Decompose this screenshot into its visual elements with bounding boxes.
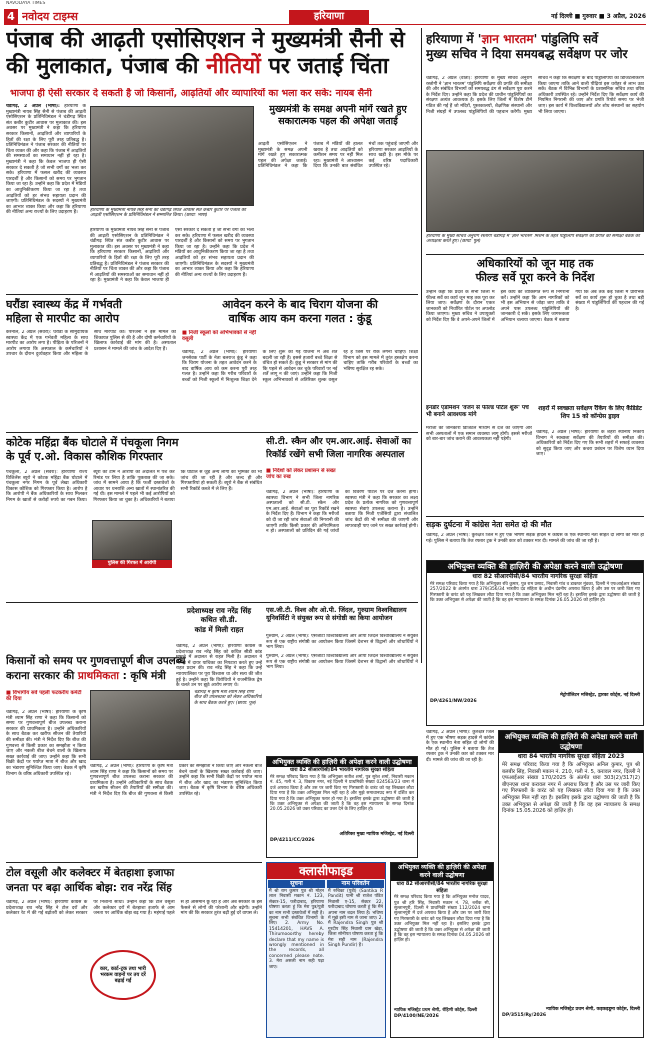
road-body: चंडीगढ़, 2 अप्रैल (भाषा): कुरुक्षेत्र जिले में हुए एक भीषण सड़क हादसे में कांग्रेस के एक स्थानीय नेता सहित दो लोगों की मौत हो गई। पुलिस ने बताया कि तेज रफ्तार ट्रक ने उनकी कार को टक्कर मार दी। मामले की जांच की जा रही है। bbox=[426, 533, 644, 544]
legal-notice-sub: धारा 82 सीआरपीसी/84 भारतीय नागरिक सुरक्षा संहिता bbox=[472, 573, 598, 580]
lead-headline-line1: पंजाब की आढ़ती एसोसिएशन ने मुख्यमंत्री सैनी से bbox=[6, 28, 405, 53]
page-number: 4 bbox=[4, 9, 18, 24]
gyan-headline-line2: मुख्य सचिव ने दिया समयबद्ध सर्वेक्षण पर जोर bbox=[426, 47, 628, 61]
kotak-photo-caption: पुलिस की गिरफ्त में आरोपी bbox=[92, 560, 172, 568]
lead-photo bbox=[90, 106, 254, 206]
kotak-photo bbox=[92, 520, 172, 560]
lead-body: चंडीगढ़, 2 अप्रैल (भाषा): हरियाणा के मुख्यमंत्री नायब सिंह सैनी से पंजाब की आढ़ती एसोसिएशन के प्रतिनिधिमंडल ने चंडीगढ़ स्थित संत कबीर कुटीर आवास पर मुलाकात की। इस अवसर पर मुख्यमंत्री ने कहा कि हरियाणा सरकार किसानों, आढ़तियों और व्यापारियों के हितों की रक्षा के लिए पूरी तरह प्रतिबद्ध है। प्रतिनिधिमंडल ने पंजाब सरकार की नीतियों पर चिंता व्यक्त की और कहा कि पंजाब में आढ़तियों की समस्याओं का समाधान नहीं हो रहा है। मुख्यमंत्री ने कहा कि केवल भाजपा ही ऐसी सरकार दे सकती है जो सभी वर्गों का भला कर सके। हरियाणा में फसल खरीद की व्यवस्था पारदर्शी है और किसानों को समय पर भुगतान किया जा रहा है। उन्होंने कहा कि प्रदेश में मंडियों का आधुनिकीकरण किया जा रहा है तथा आढ़तियों को हर संभव सहायता प्रदान की जाएगी। प्रतिनिधिमंडल के सदस्यों ने मुख्यमंत्री का आभार व्यक्त किया और कहा कि हरियाणा की नीतियां अन्य राज्यों के लिए उदाहरण हैं। bbox=[6, 104, 86, 216]
legal-notice bbox=[498, 730, 644, 1038]
seeds-body: चंडीगढ़, 2 अप्रैल (भाषा): हरियाणा के कृषि मंत्री श्याम सिंह राणा ने कहा कि किसानों को समय पर गुणवत्तापूर्ण बीज उपलब्ध कराना सरकार की प्राथमिकता है। उन्होंने अधिकारियों के साथ बैठक कर खरीफ सीजन की तैयारियों की समीक्षा की। मंत्री ने निर्देश दिए कि बीज की गुणवत्ता से किसी प्रकार का समझौता न किया जाए और नकली बीज बेचने वालों के खिलाफ सख्त कार्रवाई की जाए। उन्होंने कहा कि सभी बिक्री केंद्रों पर पर्याप्त मात्रा में बीज और खाद का भंडारण सुनिश्चित किया जाए। बैठक में कृषि विभाग के वरिष्ठ अधिकारी उपस्थित रहे। bbox=[6, 710, 86, 777]
road-body-continued: चंडीगढ़, 2 अप्रैल (भाषा): कुरुक्षेत्र जिले में हुए एक भीषण सड़क हादसे में कांग्रेस के एक स्थानीय नेता सहित दो लोगों की मौत हो गई। पुलिस ने बताया कि तेज रफ्तार ट्रक ने उनकी कार को टक्कर मार दी। मामले की जांच की जा रही है। bbox=[426, 730, 494, 763]
classifieds-title: क्लासीफाइड bbox=[267, 863, 385, 879]
divider bbox=[6, 432, 418, 433]
gyan-photo-caption: हरियाणा के मुख्य सचिव अनुराग रस्तोगी चंडीगढ़ में 'ज्ञान भारतम' मिशन के तहत पांडुलिपि सर्वेक्षण की प्रगति की समीक्षा बैठक की अध्यक्षता करते हुए। (छाया: पूल) bbox=[426, 234, 640, 245]
classifieds-col1-text: मैं श्री राम कुमार पुत्र श्री मोहन लाल निवासी मकान नं. 123, सेक्टर-15, फरीदाबाद, हरियाणा घोषणा करता हूं कि मेरा पुत्र/पुत्री का नाम सभी दस्तावेजों में सही है। सूचना सभी संबंधित विभागों के लिए। 2. Army No. 15414201, HAVS A. Thirumooorthy hereby declare that my name is wrongly mentioned in the records, all concerned please note. 3. मेरा असली नाम सही पढ़ा जाए। bbox=[269, 889, 324, 970]
gyan-body: चंडीगढ़, 2 अप्रैल (वार्ता): हरियाणा के मुख्य सचिव अनुराग रस्तोगी ने 'ज्ञान भारतम' पांडुलिपि सर्वेक्षण की प्रगति की समीक्षा की और संबंधित विभागों को समयबद्ध ढंग से सर्वेक्षण पूरा करने के निर्देश दिए। उन्होंने कहा कि प्रदेश की प्राचीन पांडुलिपियों का संरक्षण अत्यंत आवश्यक है। इसके लिए जिलों में विशेष टीमें गठित की गई हैं जो मंदिरों, पुस्तकालयों, शैक्षणिक संस्थानों और निजी संग्रहों में उपलब्ध पांडुलिपियों की पहचान करेंगी। मुख्य सचिव ने कहा कि सर्वेक्षण के बाद पांडुलिपियों का डिजिटलीकरण किया जाएगा ताकि आने वाली पीढ़ियां इस धरोहर से लाभ उठा सकें। बैठक में विभिन्न विभागों के प्रशासनिक सचिव तथा वरिष्ठ अधिकारी उपस्थित रहे। उन्होंने निर्देश दिए कि सर्वेक्षण कार्य की नियमित निगरानी की जाए और प्रगति रिपोर्ट समय पर भेजी जाए। इस कार्य में विश्वविद्यालयों और शोध संस्थानों का सहयोग भी लिया जाएगा। bbox=[426, 76, 644, 115]
legal-notice-footer: अतिरिक्त मुख्य न्यायिक मजिस्ट्रेट, नई दिल्ली bbox=[339, 832, 414, 837]
ghraunda-headline: घरौंडा स्वास्थ्य केंद्र में गर्भवती महिला से मारपीट का आरोप bbox=[6, 298, 122, 325]
classifieds-col2-text: मैं रुचिका (पुत्री) (Santika R Pandit) पत्नी श्री राजेश पंडित निवासी ए-15, सेक्टर 22, फरीदाबाद घोषणा करती हूं कि मैंने अपना नाम बदल लिया है। भविष्य में मुझे इसी नाम से जाना जाए। 2. मैं Rajendra Singh पुत्र श्री गुरदीप सिंह निवासी ग्राम खेड़ा, जिला सोनीपत घोषणा करता हूं कि मेरा सही नाम (Rajendra Singh Pundir) है। bbox=[328, 889, 383, 949]
legal-notice-code: DP/4261/NW/2026 bbox=[430, 699, 477, 704]
legal-notice-code: DP/4211/CC/2026 bbox=[270, 838, 315, 843]
gyan-headline: हरियाणा में 'ज्ञान भारतम' पांडुलिपि सर्वे मुख्य सचिव ने दिया समयबद्ध सर्वेक्षण पर जोर bbox=[426, 32, 646, 72]
classifieds bbox=[266, 862, 386, 1038]
ct-body: चंडीगढ़, 2 अप्रैल (भाषा): हरियाणा के स्वास्थ्य विभाग ने सभी जिला नागरिक अस्पतालों को सी.टी. स्कैन और एम.आर.आई. सेवाओं का पूरा रिकॉर्ड रखने के निर्देश दिए हैं। विभाग ने कहा कि मरीजों को दी जा रही जांच सेवाओं की निगरानी की जाएगी ताकि किसी प्रकार की अनियमितता न हो। अस्पतालों को प्रतिदिन की गई जांचों का विवरण पोर्टल पर दर्ज करना होगा। स्वास्थ्य मंत्री ने कहा कि सरकार का लक्ष्य प्रदेश के प्रत्येक नागरिक को गुणवत्तापूर्ण स्वास्थ्य सेवाएं उपलब्ध कराना है। उन्होंने बताया कि निजी एजेंसियों द्वारा संचालित जांच केंद्रों की भी समीक्षा की जाएगी और लापरवाही पाए जाने पर सख्त कार्रवाई होगी। bbox=[266, 490, 418, 535]
masthead-slug: NAVODAYA TIMES bbox=[6, 1, 46, 6]
dateline: नई दिल्ली ■ गुरुवार ■ 3 अप्रैल, 2026 bbox=[551, 13, 646, 20]
sgt-headline: एस.जी.टी. विश्व और ओ.पी. जिंदल, गुरुग्राम विश्वविद्यालय यूनिवर्सिटी ने संयुक्त रूप से संगोष्ठी का किया आयोजन bbox=[266, 606, 407, 622]
divider bbox=[6, 602, 418, 603]
toll-badge: कार, कार्ट-ट्रक तथा भारी भरकम वाहनों पर तय दरें बढ़ाई गईं bbox=[90, 950, 156, 1000]
pradesh-body: चंडीगढ़, 2 अप्रैल (भाषा): हरियाणा कांग्रेस के प्रदेशाध्यक्ष राव नरेंद्र सिंह को कथित सीडी कांड मामले में अदालत से राहत मिली है। अदालत ने मामले में दायर याचिका का निपटारा करते हुए उन्हें राहत प्रदान की। राव नरेंद्र सिंह ने कहा कि उन्हें न्यायपालिका पर पूरा विश्वास था और सत्य की जीत हुई है। उन्होंने कहा कि विरोधियों ने राजनीतिक द्वेष के चलते उन पर झूठे आरोप लगाए थे। bbox=[176, 644, 262, 689]
pradesh-headline: प्रदेशाध्यक्ष राव नरेंद्र सिंह कथित सी.डी. कांड में मिली राहत bbox=[186, 606, 252, 634]
ct-inner-body: मरीजों की जानकारी डिजिटल माध्यम से दर्ज की जाएगी और सभी अस्पतालों में एक समान व्यवस्था लागू होगी। इससे मरीजों को बार-बार जांच कराने की आवश्यकता नहीं पड़ेगी। bbox=[426, 426, 532, 443]
legal-notice-footer: मेट्रोपॉलिटन मजिस्ट्रेट, द्वारका कोर्ट्स, नई दिल्ली bbox=[560, 693, 640, 698]
divider bbox=[421, 28, 422, 663]
divider bbox=[6, 294, 418, 295]
legal-notice-sub: धारा 84 भारतीय नागरिक सुरक्षा संहिता 2023 bbox=[517, 753, 625, 760]
legal-notice-sub: धारा 82 सीआरपीसी/84 भारतीय नागरिक सुरक्षा संहिता bbox=[289, 767, 395, 773]
lead-headline-line2: की मुलाकात, पंजाब की नीतियों पर जताई चिंता bbox=[6, 54, 389, 79]
legal-notice-body: मेरे समक्ष परिवाद किया गया है कि अभियुक्त मनोज यादव, पुत्र श्री हरि सिंह, निवासी मकान नं. 78, ब्लॉक सी, सुल्तानपुरी, दिल्ली ने प्राथमिकी संख्या 112/2024 थाना सुल्तानपुरी में दर्ज अपराध किया है और उस पर जारी किए गए गिरफ्तारी के वारंट को यह लिखकर लौटा दिया गया है कि उक्त अभियुक्त मिल नहीं रहा है। इसलिए इसके द्वारा उद्घोषणा की जाती है कि उक्त अभियुक्त से अपेक्षा की जाती है कि वह इस न्यायालय के समक्ष दिनांक 04.05.2026 को हाज़िर हो। bbox=[394, 895, 490, 944]
lead-photo-caption: हरियाणा के मुख्यमंत्री नायब सिंह सैनी को चंडीगढ़ स्थित आवास संत कबीर कुटीर पर पंजाब की आढ़ती एसोसिएशन के प्रतिनिधिमंडल ने सम्मानित किया। (छाया: भाषा) bbox=[90, 208, 246, 219]
seeds-body-continued: चंडीगढ़, 2 अप्रैल (भाषा): हरियाणा के कृषि मंत्री श्याम सिंह राणा ने कहा कि किसानों को समय पर गुणवत्तापूर्ण बीज उपलब्ध कराना सरकार की प्राथमिकता है। उन्होंने अधिकारियों के साथ बैठक कर खरीफ सीजन की तैयारियों की समीक्षा की। मंत्री ने निर्देश दिए कि बीज की गुणवत्ता से किसी प्रकार का समझौता न किया जाए और नकली बीज बेचने वालों के खिलाफ सख्त कार्रवाई की जाए। उन्होंने कहा कि सभी बिक्री केंद्रों पर पर्याप्त मात्रा में बीज और खाद का भंडारण सुनिश्चित किया जाए। बैठक में कृषि विभाग के वरिष्ठ अधिकारी उपस्थित रहे। bbox=[90, 764, 262, 797]
lead-body-continued: हरियाणा के मुख्यमंत्री नायब सिंह सैनी से पंजाब की आढ़ती एसोसिएशन के प्रतिनिधिमंडल ने चंडीगढ़ स्थित संत कबीर कुटीर आवास पर मुलाकात की। इस अवसर पर मुख्यमंत्री ने कहा कि हरियाणा सरकार किसानों, आढ़तियों और व्यापारियों के हितों की रक्षा के लिए पूरी तरह प्रतिबद्ध है। प्रतिनिधिमंडल ने पंजाब सरकार की नीतियों पर चिंता व्यक्त की और कहा कि पंजाब में आढ़तियों की समस्याओं का समाधान नहीं हो रहा है। मुख्यमंत्री ने कहा कि केवल भाजपा ही ऐसी सरकार दे सकती है जो सभी वर्गों का भला कर सके। हरियाणा में फसल खरीद की व्यवस्था पारदर्शी है और किसानों को समय पर भुगतान किया जा रहा है। उन्होंने कहा कि प्रदेश में मंडियों का आधुनिकीकरण किया जा रहा है तथा आढ़तियों को हर संभव सहायता प्रदान की जाएगी। प्रतिनिधिमंडल के सदस्यों ने मुख्यमंत्री का आभार व्यक्त किया और कहा कि हरियाणा की नीतियां अन्य राज्यों के लिए उदाहरण हैं। bbox=[90, 228, 254, 284]
seeds-headline-highlight: प्राथमिकता bbox=[77, 670, 120, 682]
seeds-headline: किसानों को समय पर गुणवत्तापूर्ण बीज उपलब्ध कराना सरकार की प्राथमिकता : कृषि मंत्री bbox=[6, 655, 186, 682]
lead-sidebar-headline: मुख्यमंत्री के समक्ष अपनी मांगें रखते हुए सकारात्मक पहल की अपेक्षा जताई bbox=[269, 104, 407, 127]
legal-notice-footer: न्यायिक मजिस्ट्रेट प्रथम श्रेणी, रोहिणी कोर्ट्स, दिल्ली bbox=[394, 1008, 478, 1014]
legal-notice-body: मेरे समक्ष परिवाद किया गया है कि अभियुक्त सतीश शर्मा, पुत्र सुरेश शर्मा, निवासी मकान नं. 45, गली नं. 3, विकास नगर, नई दिल्ली ने प्राथमिकी संख्या 024563/23 थाना में दर्ज अपराध किया है और उस पर जारी किए गए गिरफ्तारी के वारंट को यह लिखकर लौटा दिया गया है कि उक्त अभियुक्त मिल नहीं रहा है और मुझे समाधानप्रद रूप में दर्शित कर दिया गया है कि उक्त अभियुक्त फरार हो गया है। इसलिए इसके द्वारा उद्घोषणा की जाती है कि उक्त अभियुक्त से अपेक्षा की जाती है कि वह इस न्यायालय के समक्ष दिनांक 20.05.2026 को उक्त परिवाद का उत्तर देने के लिए हाज़िर हो। bbox=[270, 775, 414, 813]
chirag-subhead: ■ निजी स्कूलों को अभिभावकों से नहीं वसूली bbox=[182, 330, 256, 343]
classifieds-col2-title: नाम परिवर्तन bbox=[327, 880, 384, 888]
legal-notice bbox=[390, 862, 494, 1038]
legal-notice bbox=[266, 756, 418, 858]
seeds-subhead: ■ विभागीय सर्व पहली फटकरीय कमेटी की दिया bbox=[6, 690, 82, 703]
masthead-bar bbox=[4, 9, 646, 25]
sanitation-body: चंडीगढ़, 2 अप्रैल (भाषा): हरियाणा के शहरी स्थानीय निकाय विभाग ने स्वच्छता सर्वेक्षण की तैयारियों की समीक्षा की। अधिकारियों को निर्देश दिए गए कि सभी शहरों में सफाई व्यवस्था को सुदृढ़ किया जाए और कचरा प्रबंधन पर विशेष ध्यान दिया जाए। bbox=[536, 430, 644, 458]
paper-name: नवोदय टाइम्स bbox=[22, 10, 78, 23]
section-tab: हरियाणा bbox=[289, 10, 369, 24]
officers-body: उन्होंने कहा कि प्रदेश के सभी जिलों में फील्ड सर्वे का कार्य जून माह तक पूरा कर लिया जाए। सर्वेक्षण के दौरान एकत्र जानकारी को निर्धारित पोर्टल पर अपलोड किया जाएगा। मुख्य सचिव ने उपायुक्तों को निर्देश दिए कि वे अपने-अपने जिलों में इस कार्य की व्यक्तिगत रूप से निगरानी करें। उन्होंने कहा कि आम नागरिकों को भी इस अभियान से जोड़ा जाए ताकि वे अपने पास उपलब्ध पांडुलिपियों की जानकारी दे सकें। इसके लिए जागरूकता अभियान चलाया जाएगा। बैठक में बताया गया कि अब तक कई जिलों में प्रारंभिक सर्वे का कार्य शुरू हो चुका है तथा बड़ी संख्या में पांडुलिपियों की पहचान की गई है। bbox=[426, 290, 644, 323]
legal-notice-title: अभियुक्त व्यक्ति की हाज़िरी की अपेक्षा करने वाली उद्घोषणा bbox=[267, 757, 417, 767]
road-headline: सड़क दुर्घटना में कांग्रेस नेता समेत दो की मौत bbox=[426, 520, 552, 529]
legal-notice-title: अभियुक्त व्यक्ति की हाज़िरी की अपेक्षा करने वाली उद्घोषणा bbox=[391, 863, 493, 881]
kotak-headline: कोटेक महिंद्रा बैंक घोटाले में पंचकूला निगम के पूर्व ए.ओ. विकास कौशिक गिरफ्तार bbox=[6, 436, 179, 463]
legal-notice-body: मेरे समक्ष परिवाद किया गया है कि अभियुक्त रवि कुमार, पुत्र राम प्रसाद, निवासी गांव व डाकघर मुंडका, दिल्ली ने एफआईआर संख्या 257/2022 के अंतर्गत धारा 379/356/34 भारतीय दंड संहिता के अधीन दंडनीय अपराध किया है और उस पर जारी किए गए गिरफ्तारी के वारंट को यह लिखकर लौटा दिया गया है कि उक्त अभियुक्त मिल नहीं रहा है। इसलिए इसके द्वारा उद्घोषणा की जाती है कि उक्त अभियुक्त से अपेक्षा की जाती है कि वह इस न्यायालय के समक्ष दिनांक 26.05.2026 को हाज़िर हो। bbox=[430, 582, 640, 604]
chirag-headline: आवेदन करने के बाद चिराग योजना की वार्षिक आय कम करना गलत : कुंडू bbox=[222, 298, 378, 325]
ghraunda-body: करनाल, 2 अप्रैल (सवेरा): घरौंडा के सामुदायिक स्वास्थ्य केंद्र में एक गर्भवती महिला के साथ मारपीट का आरोप लगा है। पीड़िता के परिजनों ने आरोप लगाया कि अस्पताल के कर्मचारियों ने उपचार के दौरान दुर्व्यवहार किया और महिला के साथ मारपीट की। परिजनों ने इस मामले की शिकायत पुलिस से की है और दोषी कर्मचारियों के खिलाफ कार्रवाई की मांग की है। अस्पताल प्रशासन ने मामले की जांच के आदेश दिए हैं। bbox=[6, 330, 176, 358]
ct-subhead: ■ निर्देशों को लेकर प्रशासन से सख्त जांच का रुख bbox=[266, 468, 336, 481]
officers-headline: अधिकारियों को जून माह तक फील्ड सर्वे पूरा करने के निर्देश bbox=[475, 257, 595, 284]
legal-notice bbox=[426, 560, 644, 726]
seeds-photo-caption: चंडीगढ़ में कृषि मंत्री श्याम सिंह राणा बीज की उपलब्धता को लेकर अधिकारियों के साथ बैठक करते हुए। (छाया: पूल) bbox=[194, 690, 262, 706]
toll-headline: टोल वसूली और कलेक्टर में बेतहाशा इजाफा जनता पर बढ़ा आर्थिक बोझ: राव नरेंद्र सिंह bbox=[6, 867, 175, 894]
chirag-body: चंडीगढ़, 2 अप्रैल (भाषा): हरियाणा जनसेवक पार्टी के नेता बलराज कुंडू ने कहा कि चिराग योजना के तहत आवेदन करने के बाद वार्षिक आय को कम करना पूरी तरह गलत है। उन्होंने कहा कि गरीब परिवारों के बच्चों को निजी स्कूलों में निःशुल्क शिक्षा देने के लिए शुरू की गई योजना में अब शर्तें बदली जा रही हैं। इससे हजारों बच्चे शिक्षा से वंचित हो सकते हैं। कुंडू ने सरकार से मांग की कि पहले से आवेदन कर चुके परिवारों पर नई शर्तें लागू न की जाएं। उन्होंने कहा कि निजी स्कूल अभिभावकों से अतिरिक्त शुल्क वसूल रहे हैं जिस पर रोक लगनी चाहिए। शिक्षा विभाग को इस मामले में तुरंत हस्तक्षेप करना चाहिए ताकि गरीब परिवारों के बच्चों का भविष्य सुरक्षित रह सके। bbox=[182, 350, 418, 383]
ct-headline: सी.टी. स्कैन और एम.आर.आई. सेवाओं का रिकॉर्ड रखेंगे सभी जिला नागरिक अस्पताल bbox=[266, 437, 412, 460]
legal-notice-title: अभियुक्त व्यक्ति की हाज़िरी की अपेक्षा करने वाली उद्घोषणा bbox=[427, 561, 643, 573]
sanitation-headline: शहरों में स्वच्छता सर्वेक्षण रैंकिंग के लिए कैंडिडेट शिप 15 को कॉन्ग्रेस ड्राइव bbox=[538, 405, 642, 420]
classifieds-col1-title: सूचना bbox=[268, 880, 325, 888]
lead-sidebar-body: आढ़ती एसोसिएशन ने मुख्यमंत्री के समक्ष अपनी मांगें रखते हुए सकारात्मक पहल की अपेक्षा जताई। प्रतिनिधिमंडल ने कहा कि पंजाब में मंडियों की हालत खराब है तथा आढ़तियों को कमीशन समय पर नहीं मिल रहा। मुख्यमंत्री ने आश्वासन दिया कि उनकी बात संबंधित मंचों तक पहुंचाई जाएगी और हरियाणा सरकार आढ़तियों के साथ खड़ी है। इस मौके पर कई वरिष्ठ पदाधिकारी उपस्थित रहे। bbox=[258, 142, 418, 170]
gyan-photo bbox=[426, 150, 644, 232]
legal-notice-title: अभियुक्त व्यक्ति की हाज़िरी की अपेक्षा करने वाली उद्घोषणा bbox=[499, 731, 643, 753]
sgt-body: गुरुग्राम, 2 अप्रैल (भाषा): एसजीटी विश्वविद्यालय और ओपी जिंदल विश्वविद्यालय ने संयुक्त रूप से एक राष्ट्रीय संगोष्ठी का आयोजन किया जिसमें देशभर से विद्वानों और शोधार्थियों ने भाग लिया। bbox=[266, 634, 418, 651]
divider bbox=[426, 254, 644, 255]
ct-inner-headline: इनडोर एडमिशन 'वजन से फील्ड पोर्टल शुरू' पर्चे भी बनाने आवश्यक मांगे bbox=[426, 405, 529, 418]
lead-deck: भाजपा ही ऐसी सरकार दे सकती है जो किसानों, आढ़तियों और व्यापारियों का भला कर सके: नायब सैनी bbox=[10, 88, 372, 99]
legal-notice-code: DP/3515/Ry/2026 bbox=[502, 1013, 547, 1018]
gyan-headline-highlight: ज्ञान भारतम bbox=[481, 32, 534, 46]
divider bbox=[6, 862, 262, 863]
seeds-photo bbox=[90, 690, 190, 760]
kotak-body: पंचकूला, 2 अप्रैल (सवेरा): हरियाणा राज्य विजिलेंस ब्यूरो ने कोटक महिंद्रा बैंक घोटाले में पंचकूला नगर निगम के पूर्व लेखा अधिकारी विकास कौशिक को गिरफ्तार किया है। आरोप है कि आरोपी ने बैंक अधिकारियों के साथ मिलकर निगम के खातों से करोड़ों रुपये का गबन किया। ब्यूरो की टीम ने आरोपी को अदालत में पेश कर रिमांड पर लिया है ताकि पूछताछ की जा सके। जांच में सामने आया है कि फर्जी दस्तावेजों के आधार पर धनराशि अन्य खातों में स्थानांतरित की गई थी। इस मामले में पहले भी कई आरोपियों को गिरफ्तार किया जा चुका है। अधिकारियों ने बताया कि घोटाले से जुड़े अन्य लोगों की भूमिका की भी जांच की जा रही है और जल्द ही और गिरफ्तारियां हो सकती हैं। ब्यूरो ने बैंक से संबंधित सभी रिकॉर्ड कब्जे में ले लिए हैं। bbox=[6, 470, 262, 503]
legal-notice-sub: धारा 82 सीआरपीसी/84 भारतीय नागरिक सुरक्षा संहिता bbox=[396, 881, 488, 894]
legal-notice-body: मेरे समक्ष परिवाद किया गया है कि अभियुक्त अनिल कुमार, पुत्र श्री बलबीर सिंह, निवासी मकान नं. 210, गली नं. 5, करावल नगर, दिल्ली ने एफआईआर संख्या 170/2025 के अंतर्गत धारा 303(2)/317(2) बीएनएस थाना करावल नगर में अपराध किया है और उस पर जारी किए गए गिरफ्तारी के वारंट को यह लिखकर लौटा दिया गया है कि उक्त अभियुक्त मिल नहीं रहा है। इसलिए इसके द्वारा उद्घोषणा की जाती है कि उक्त अभियुक्त से अपेक्षा की जाती है कि वह इस न्यायालय के समक्ष दिनांक 15.05.2026 को हाज़िर हो। bbox=[502, 762, 640, 815]
sgt-body-continued: गुरुग्राम, 2 अप्रैल (भाषा): एसजीटी विश्वविद्यालय और ओपी जिंदल विश्वविद्यालय ने संयुक्त रूप से एक राष्ट्रीय संगोष्ठी का आयोजन किया जिसमें देशभर से विद्वानों और शोधार्थियों ने भाग लिया। bbox=[266, 654, 418, 671]
divider bbox=[426, 516, 644, 517]
lead-sidebar bbox=[258, 104, 418, 292]
lead-headline-highlight: नीतियों bbox=[206, 54, 261, 79]
legal-notice-code: DP/4100/NE/2026 bbox=[394, 1013, 439, 1019]
toll-body: चंडीगढ़, 2 अप्रैल (भाषा): हरियाणा कांग्रेस के प्रदेशाध्यक्ष राव नरेंद्र सिंह ने टोल दरों और कलेक्टर रेट में की गई बढ़ोतरी को लेकर सरकार पर निशाना साधा। उन्होंने कहा कि टोल वसूली और कलेक्टर दरों में बेतहाशा इजाफे से आम जनता पर आर्थिक बोझ बढ़ गया है। महंगाई पहले से ही आसमान छू रही है और अब सरकार के इस फैसले से लोगों की परेशानी और बढ़ेगी। उन्होंने मांग की कि सरकार तुरंत बढ़ी हुई दरें वापस ले। bbox=[6, 900, 262, 917]
legal-notice-footer: न्यायिक मजिस्ट्रेट प्रथम श्रेणी, कड़कड़डूमा कोर्ट्स, दिल्ली bbox=[545, 1007, 640, 1012]
